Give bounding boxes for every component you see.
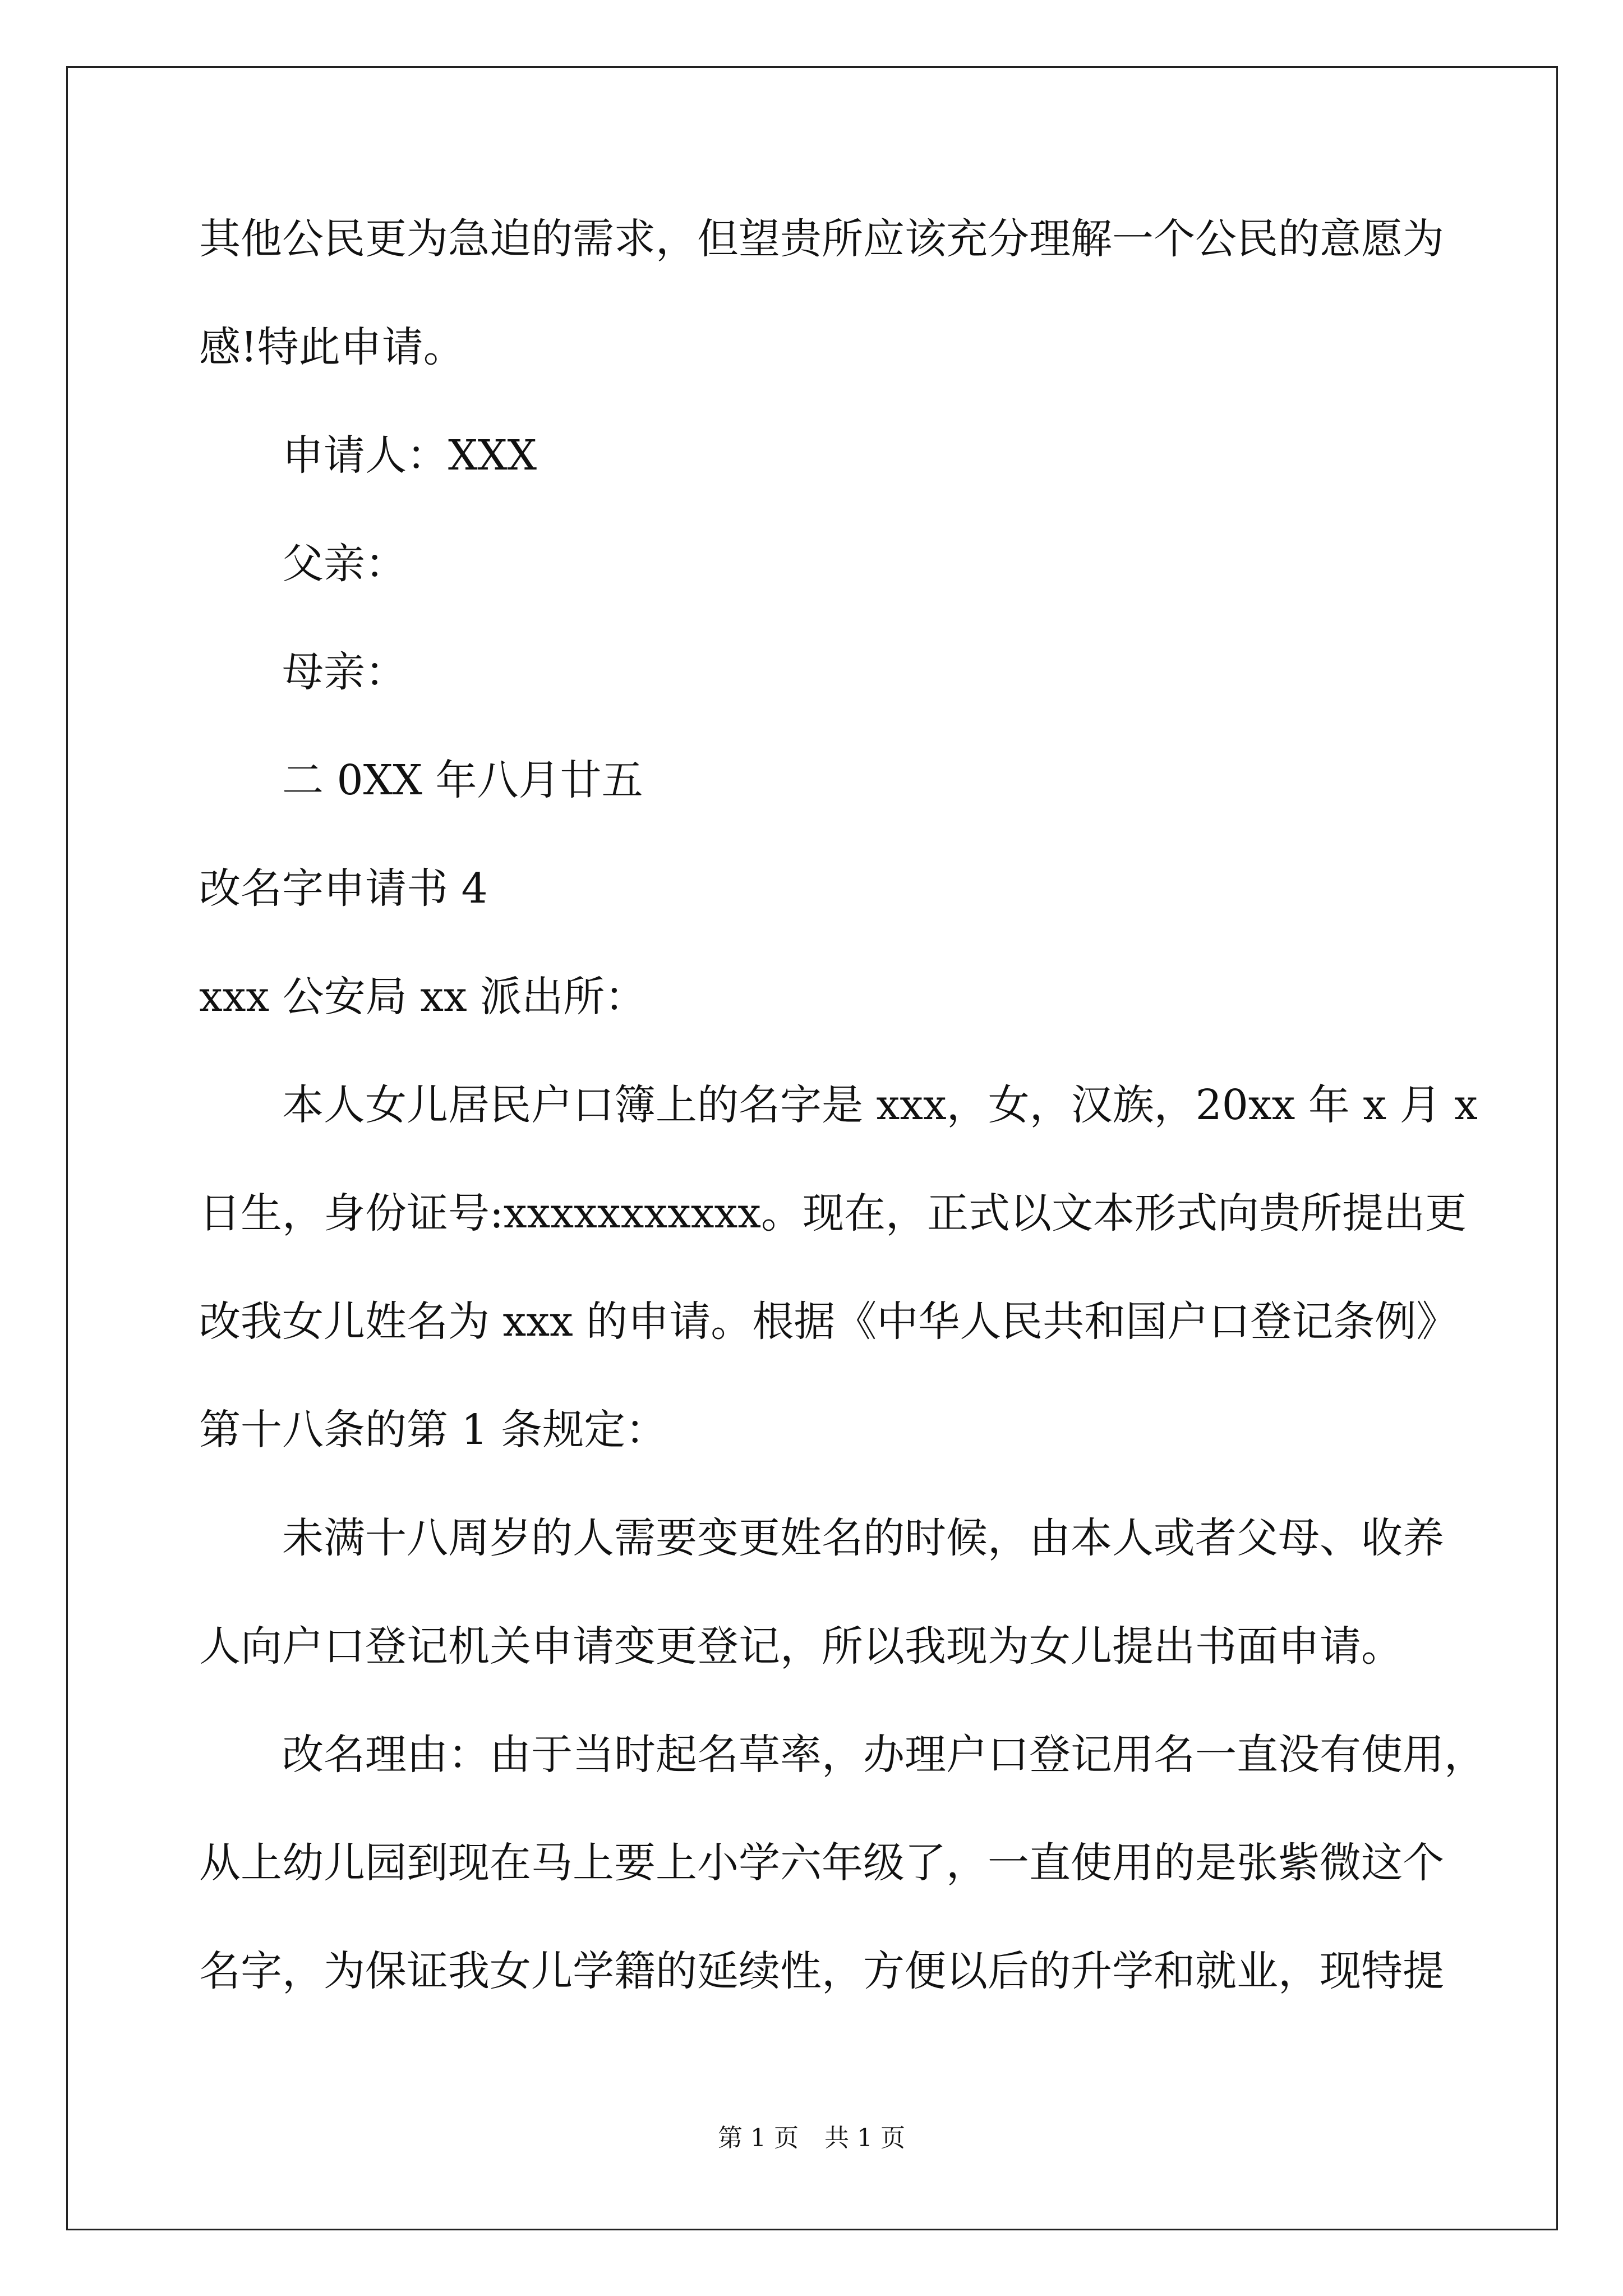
text-line: 名字，为保证我女儿学籍的延续性，方便以后的升学和就业，现特提: [199, 1947, 1444, 1995]
text-line: 感!特此申请。: [199, 323, 465, 371]
document-body: [199, 185, 1486, 2026]
text-line: 本人女儿居民户口簿上的名字是 xxx，女，汉族，20xx 年 x 月 x: [282, 1081, 1478, 1129]
father-line: 父亲：: [282, 540, 407, 588]
applicant-line: 申请人：XXX: [282, 431, 537, 480]
text-line: 从上幼儿园到现在马上要上小学六年级了，一直使用的是张紫微这个: [199, 1839, 1444, 1887]
text-line: 改我女儿姓名为 xxx 的申请。根据《中华人民共和国户口登记条例》: [199, 1297, 1458, 1346]
section-title: 改名字申请书 4: [199, 864, 488, 913]
text-line: 日生，身份证号:xxxxxxxxxxx。现在，正式以文本形式向贵所提出更: [199, 1189, 1467, 1237]
text-line: 第十八条的第 1 条规定：: [199, 1406, 667, 1454]
text-line: 其他公民更为急迫的需求，但望贵所应该充分理解一个公民的意愿为: [199, 215, 1444, 263]
text-line: 改名理由：由于当时起名草率，办理户口登记用名一直没有使用，: [282, 1731, 1486, 1779]
text-line: 未满十八周岁的人需要变更姓名的时候，由本人或者父母、收养: [282, 1514, 1444, 1562]
date-line: 二 0XX 年八月廿五: [282, 756, 643, 804]
page-number: 第 1 页: [718, 2124, 799, 2152]
page-total: 共 1 页: [824, 2124, 905, 2152]
page-footer: [0, 2122, 1623, 2155]
mother-line: 母亲：: [282, 648, 407, 696]
addressee-line: xxx 公安局 xx 派出所：: [199, 973, 647, 1021]
text-line: 人向户口登记机关申请变更登记，所以我现为女儿提出书面申请。: [199, 1622, 1403, 1671]
